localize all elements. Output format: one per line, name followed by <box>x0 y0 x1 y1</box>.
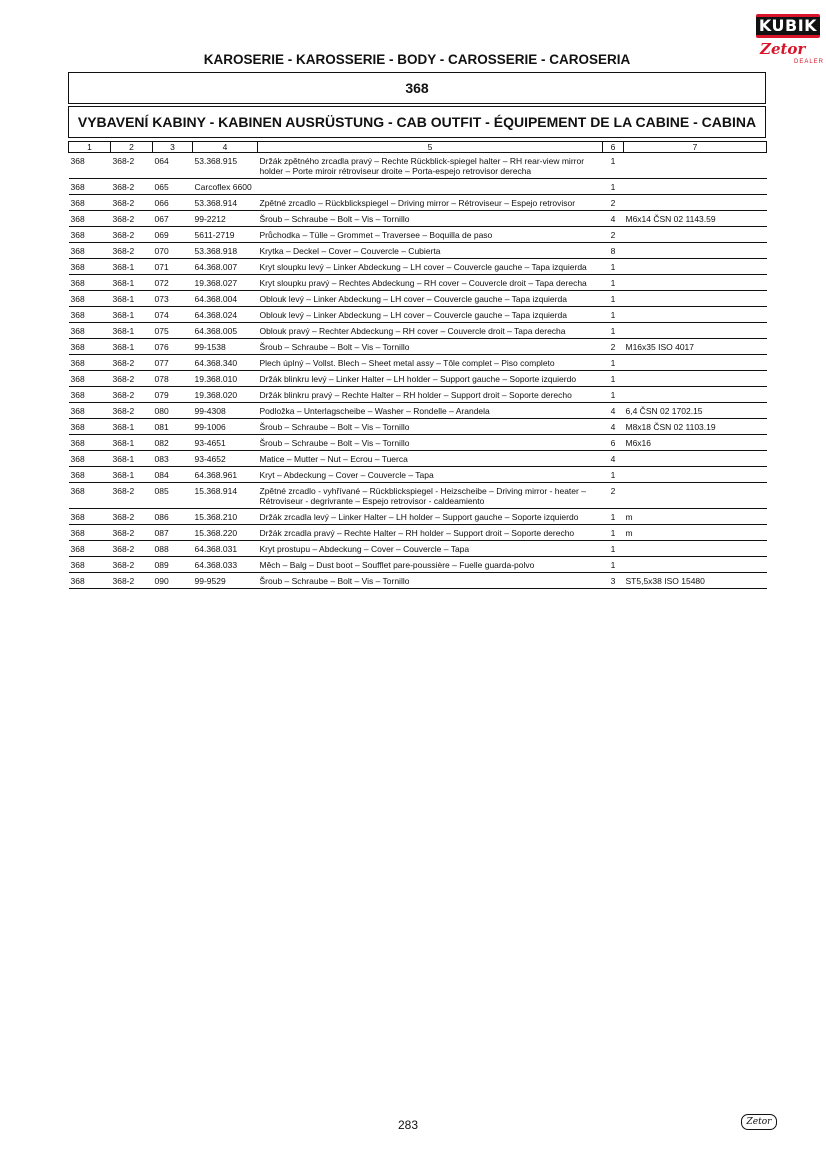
cell-c3: 080 <box>153 403 193 419</box>
cell-desc: Zpětné zrcadlo - vyhřívané – Rückblickspiegel - Heizscheibe – Driving mirror - heater – Rétroviseur - degrivrante – Espejo retrovisor - caldeamiento <box>258 483 603 509</box>
table-row <box>69 467 767 483</box>
cell-c4: 93-4652 <box>193 451 258 467</box>
cell-c1: 368 <box>69 435 111 451</box>
column-header: 3 <box>153 142 193 153</box>
cell-c1: 368 <box>69 525 111 541</box>
cell-c1: 368 <box>69 451 111 467</box>
cell-c4: 93-4651 <box>193 435 258 451</box>
table-row <box>69 291 767 307</box>
cell-c1: 368 <box>69 179 111 195</box>
cell-c2: 368-1 <box>111 291 153 307</box>
cell-qty: 2 <box>603 483 624 509</box>
cell-c3: 072 <box>153 275 193 291</box>
group-number-box <box>68 72 766 104</box>
cell-c3: 083 <box>153 451 193 467</box>
cell-c4: 15.368.220 <box>193 525 258 541</box>
column-header: 7 <box>624 142 767 153</box>
cell-qty: 8 <box>603 243 624 259</box>
cell-c4: 64.368.033 <box>193 557 258 573</box>
cell-note: ST5,5x38 ISO 15480 <box>624 573 767 589</box>
zetor-logo-text: Zetor <box>760 40 806 58</box>
cell-desc: Oblouk levý – Linker Abdeckung – LH cover – Couvercle gauche – Tapa izquierda <box>258 307 603 323</box>
cell-note: m <box>624 525 767 541</box>
cell-c3: 064 <box>153 153 193 179</box>
cell-desc: Krytka – Deckel – Cover – Couvercle – Cubierta <box>258 243 603 259</box>
cell-c2: 368-1 <box>111 307 153 323</box>
cell-desc: Šroub – Schraube – Bolt – Vis – Tornillo <box>258 211 603 227</box>
cell-c2: 368-1 <box>111 419 153 435</box>
cell-c2: 368-2 <box>111 243 153 259</box>
cell-note <box>624 323 767 339</box>
cell-c2: 368-2 <box>111 371 153 387</box>
cell-c3: 087 <box>153 525 193 541</box>
cell-desc: Matice – Mutter – Nut – Ecrou – Tuerca <box>258 451 603 467</box>
cell-c3: 066 <box>153 195 193 211</box>
cell-c1: 368 <box>69 483 111 509</box>
table-row <box>69 275 767 291</box>
cell-note <box>624 153 767 179</box>
cell-qty: 4 <box>603 419 624 435</box>
cell-c1: 368 <box>69 509 111 525</box>
cell-c2: 368-1 <box>111 259 153 275</box>
cell-c2: 368-2 <box>111 211 153 227</box>
cell-note <box>624 557 767 573</box>
cell-c1: 368 <box>69 259 111 275</box>
table-row <box>69 557 767 573</box>
cell-qty: 3 <box>603 573 624 589</box>
cell-c1: 368 <box>69 355 111 371</box>
cell-c4: 64.368.024 <box>193 307 258 323</box>
cell-desc: Podložka – Unterlagscheibe – Washer – Rondelle – Arandela <box>258 403 603 419</box>
cell-desc: Šroub – Schraube – Bolt – Vis – Tornillo <box>258 419 603 435</box>
cell-qty: 1 <box>603 371 624 387</box>
column-header: 5 <box>258 142 603 153</box>
table-row <box>69 195 767 211</box>
zetor-footer-logo: Zetor <box>741 1114 777 1130</box>
cell-qty: 1 <box>603 541 624 557</box>
cell-desc: Plech úplný – Vollst. Blech – Sheet metal assy – Tôle complet – Piso completo <box>258 355 603 371</box>
table-row <box>69 435 767 451</box>
cell-desc: Držák blinkru levý – Linker Halter – LH holder – Support gauche – Soporte izquierdo <box>258 371 603 387</box>
cell-c3: 070 <box>153 243 193 259</box>
table-row <box>69 355 767 371</box>
cell-qty: 1 <box>603 525 624 541</box>
cell-qty: 1 <box>603 509 624 525</box>
cell-c1: 368 <box>69 371 111 387</box>
cell-c1: 368 <box>69 387 111 403</box>
cell-c4: 64.368.007 <box>193 259 258 275</box>
cell-desc: Měch – Balg – Dust boot – Soufflet pare-poussière – Fuelle guarda-polvo <box>258 557 603 573</box>
cell-c2: 368-2 <box>111 403 153 419</box>
table-row <box>69 259 767 275</box>
cell-desc: Držák blinkru pravý – Rechte Halter – RH holder – Support droit – Soporte derecho <box>258 387 603 403</box>
column-header: 4 <box>193 142 258 153</box>
cell-c3: 074 <box>153 307 193 323</box>
cell-c3: 073 <box>153 291 193 307</box>
cell-note: 6,4 ČSN 02 1702.15 <box>624 403 767 419</box>
cell-c3: 079 <box>153 387 193 403</box>
cell-c3: 067 <box>153 211 193 227</box>
cell-qty: 1 <box>603 323 624 339</box>
cell-desc: Šroub – Schraube – Bolt – Vis – Tornillo <box>258 573 603 589</box>
cell-c1: 368 <box>69 403 111 419</box>
cell-c4: 15.368.914 <box>193 483 258 509</box>
cell-c4: 99-4308 <box>193 403 258 419</box>
cell-note: M8x18 ČSN 02 1103.19 <box>624 419 767 435</box>
cell-qty: 1 <box>603 387 624 403</box>
cell-c2: 368-2 <box>111 227 153 243</box>
cell-note <box>624 227 767 243</box>
cell-c4: 5611-2719 <box>193 227 258 243</box>
cell-c1: 368 <box>69 153 111 179</box>
cell-note <box>624 259 767 275</box>
cell-note <box>624 179 767 195</box>
cell-note: M6x14 ČSN 02 1143.59 <box>624 211 767 227</box>
logo-text: KUBIK <box>756 17 820 35</box>
cell-c3: 090 <box>153 573 193 589</box>
cell-c1: 368 <box>69 275 111 291</box>
cell-qty: 6 <box>603 435 624 451</box>
cell-c1: 368 <box>69 467 111 483</box>
cell-note: M6x16 <box>624 435 767 451</box>
cell-c4: 99-1538 <box>193 339 258 355</box>
cell-c2: 368-2 <box>111 179 153 195</box>
cell-qty: 1 <box>603 179 624 195</box>
cell-qty: 2 <box>603 227 624 243</box>
group-number: 368 <box>405 80 429 96</box>
cell-qty: 1 <box>603 467 624 483</box>
cell-c2: 368-1 <box>111 451 153 467</box>
table-row <box>69 573 767 589</box>
table-row <box>69 243 767 259</box>
cell-note: M16x35 ISO 4017 <box>624 339 767 355</box>
column-header: 2 <box>111 142 153 153</box>
cell-qty: 2 <box>603 195 624 211</box>
cell-c2: 368-2 <box>111 573 153 589</box>
cell-c3: 069 <box>153 227 193 243</box>
cell-c2: 368-2 <box>111 195 153 211</box>
cell-c3: 076 <box>153 339 193 355</box>
cell-note <box>624 355 767 371</box>
cell-c1: 368 <box>69 211 111 227</box>
cell-note <box>624 483 767 509</box>
cell-desc: Kryt – Abdeckung – Cover – Couvercle – Tapa <box>258 467 603 483</box>
table-row <box>69 211 767 227</box>
table-row <box>69 153 767 179</box>
cell-c4: 64.368.031 <box>193 541 258 557</box>
dealer-logo-text: DEALER <box>794 59 825 65</box>
table-row <box>69 451 767 467</box>
cell-desc: Kryt sloupku levý – Linker Abdeckung – LH cover – Couvercle gauche – Tapa izquierda <box>258 259 603 275</box>
table-row <box>69 419 767 435</box>
cell-c4: 64.368.005 <box>193 323 258 339</box>
cell-c1: 368 <box>69 323 111 339</box>
cell-c4: 99-1006 <box>193 419 258 435</box>
cell-c1: 368 <box>69 339 111 355</box>
cell-c2: 368-1 <box>111 339 153 355</box>
cell-qty: 1 <box>603 259 624 275</box>
cell-c1: 368 <box>69 573 111 589</box>
cell-c3: 089 <box>153 557 193 573</box>
table-header-row <box>69 142 767 153</box>
cell-c3: 075 <box>153 323 193 339</box>
cell-qty: 1 <box>603 307 624 323</box>
column-header: 1 <box>69 142 111 153</box>
cell-desc: Kryt prostupu – Abdeckung – Cover – Couvercle – Tapa <box>258 541 603 557</box>
cell-qty: 1 <box>603 153 624 179</box>
cell-c1: 368 <box>69 419 111 435</box>
cell-qty: 4 <box>603 211 624 227</box>
cell-note <box>624 371 767 387</box>
cell-qty: 4 <box>603 403 624 419</box>
cell-c3: 085 <box>153 483 193 509</box>
parts-table-body <box>69 153 767 589</box>
cell-c2: 368-2 <box>111 525 153 541</box>
cell-desc: Držák zpětného zrcadla pravý – Rechte Rückblick-spiegel halter – RH rear-view mirror holder – Porte miroir rétroviseur droite – Porta-espejo retrovisor derecha <box>258 153 603 179</box>
cell-qty: 1 <box>603 291 624 307</box>
cell-c4: 64.368.961 <box>193 467 258 483</box>
cell-qty: 2 <box>603 339 624 355</box>
table-row <box>69 541 767 557</box>
cell-c4: 99-2212 <box>193 211 258 227</box>
cell-c1: 368 <box>69 227 111 243</box>
parts-table <box>68 141 767 589</box>
cell-note <box>624 291 767 307</box>
table-row <box>69 179 767 195</box>
cell-c2: 368-1 <box>111 323 153 339</box>
table-row <box>69 323 767 339</box>
table-row <box>69 509 767 525</box>
cell-c4: Carcoflex 6600 <box>193 179 258 195</box>
cell-c2: 368-2 <box>111 153 153 179</box>
cell-c1: 368 <box>69 557 111 573</box>
cell-note <box>624 451 767 467</box>
cell-c4: 19.368.010 <box>193 371 258 387</box>
cell-qty: 1 <box>603 275 624 291</box>
cell-c2: 368-2 <box>111 387 153 403</box>
table-row <box>69 339 767 355</box>
cell-c2: 368-1 <box>111 467 153 483</box>
cell-desc: Šroub – Schraube – Bolt – Vis – Tornillo <box>258 435 603 451</box>
kubik-logo-bar <box>756 14 820 38</box>
cell-note <box>624 467 767 483</box>
cell-note <box>624 307 767 323</box>
cell-desc: Zpětné zrcadlo – Rückblickspiegel – Driving mirror – Rétroviseur – Espejo retrovisor <box>258 195 603 211</box>
cell-c3: 065 <box>153 179 193 195</box>
cell-qty: 4 <box>603 451 624 467</box>
cell-c3: 081 <box>153 419 193 435</box>
cell-c2: 368-2 <box>111 483 153 509</box>
cell-c1: 368 <box>69 291 111 307</box>
cell-c2: 368-1 <box>111 275 153 291</box>
cell-c1: 368 <box>69 195 111 211</box>
cell-c4: 53.368.915 <box>193 153 258 179</box>
page-number: 283 <box>398 1118 419 1132</box>
cell-desc: Oblouk levý – Linker Abdeckung – LH cover – Couvercle gauche – Tapa izquierda <box>258 291 603 307</box>
cell-c2: 368-2 <box>111 541 153 557</box>
cell-c2: 368-2 <box>111 509 153 525</box>
cell-c4: 64.368.340 <box>193 355 258 371</box>
section-title: KAROSERIE - KAROSSERIE - BODY - CAROSSERIE - CAROSERIA <box>203 52 631 67</box>
table-row <box>69 227 767 243</box>
table-row <box>69 387 767 403</box>
table-row <box>69 371 767 387</box>
cell-desc: Oblouk pravý – Rechter Abdeckung – RH cover – Couvercle droit – Tapa derecha <box>258 323 603 339</box>
cell-desc: Držák zrcadla pravý – Rechte Halter – RH holder – Support droit – Soporte derecho <box>258 525 603 541</box>
cell-c3: 088 <box>153 541 193 557</box>
cell-c1: 368 <box>69 541 111 557</box>
table-row <box>69 403 767 419</box>
cell-c4: 19.368.027 <box>193 275 258 291</box>
cell-c4: 19.368.020 <box>193 387 258 403</box>
cell-desc: Šroub – Schraube – Bolt – Vis – Tornillo <box>258 339 603 355</box>
cell-desc: Držák zrcadla levý – Linker Halter – LH holder – Support gauche – Soporte izquierdo <box>258 509 603 525</box>
cell-note <box>624 387 767 403</box>
cell-note: m <box>624 509 767 525</box>
table-row <box>69 525 767 541</box>
table-row <box>69 307 767 323</box>
cell-c2: 368-1 <box>111 435 153 451</box>
cell-c3: 078 <box>153 371 193 387</box>
column-header: 6 <box>603 142 624 153</box>
cell-c4: 53.368.914 <box>193 195 258 211</box>
cell-qty: 1 <box>603 557 624 573</box>
cell-desc: Průchodka – Tülle – Grommet – Traversee – Boquilla de paso <box>258 227 603 243</box>
cell-c2: 368-2 <box>111 355 153 371</box>
cell-c4: 53.368.918 <box>193 243 258 259</box>
group-title: VYBAVENÍ KABINY - KABINEN AUSRÜSTUNG - CAB OUTFIT - ÉQUIPEMENT DE LA CABINE - CABINA <box>77 114 757 130</box>
cell-note <box>624 275 767 291</box>
cell-c4: 64.368.004 <box>193 291 258 307</box>
cell-c2: 368-2 <box>111 557 153 573</box>
table-row <box>69 483 767 509</box>
cell-c3: 071 <box>153 259 193 275</box>
cell-c3: 086 <box>153 509 193 525</box>
cell-desc: Kryt sloupku pravý – Rechtes Abdeckung – RH cover – Couvercle droit – Tapa derecha <box>258 275 603 291</box>
cell-c4: 15.368.210 <box>193 509 258 525</box>
group-title-box <box>68 106 766 138</box>
cell-note <box>624 195 767 211</box>
cell-desc <box>258 179 603 195</box>
cell-qty: 1 <box>603 355 624 371</box>
cell-c1: 368 <box>69 307 111 323</box>
cell-c1: 368 <box>69 243 111 259</box>
cell-note <box>624 541 767 557</box>
cell-c4: 99-9529 <box>193 573 258 589</box>
cell-c3: 084 <box>153 467 193 483</box>
cell-note <box>624 243 767 259</box>
cell-c3: 082 <box>153 435 193 451</box>
cell-c3: 077 <box>153 355 193 371</box>
